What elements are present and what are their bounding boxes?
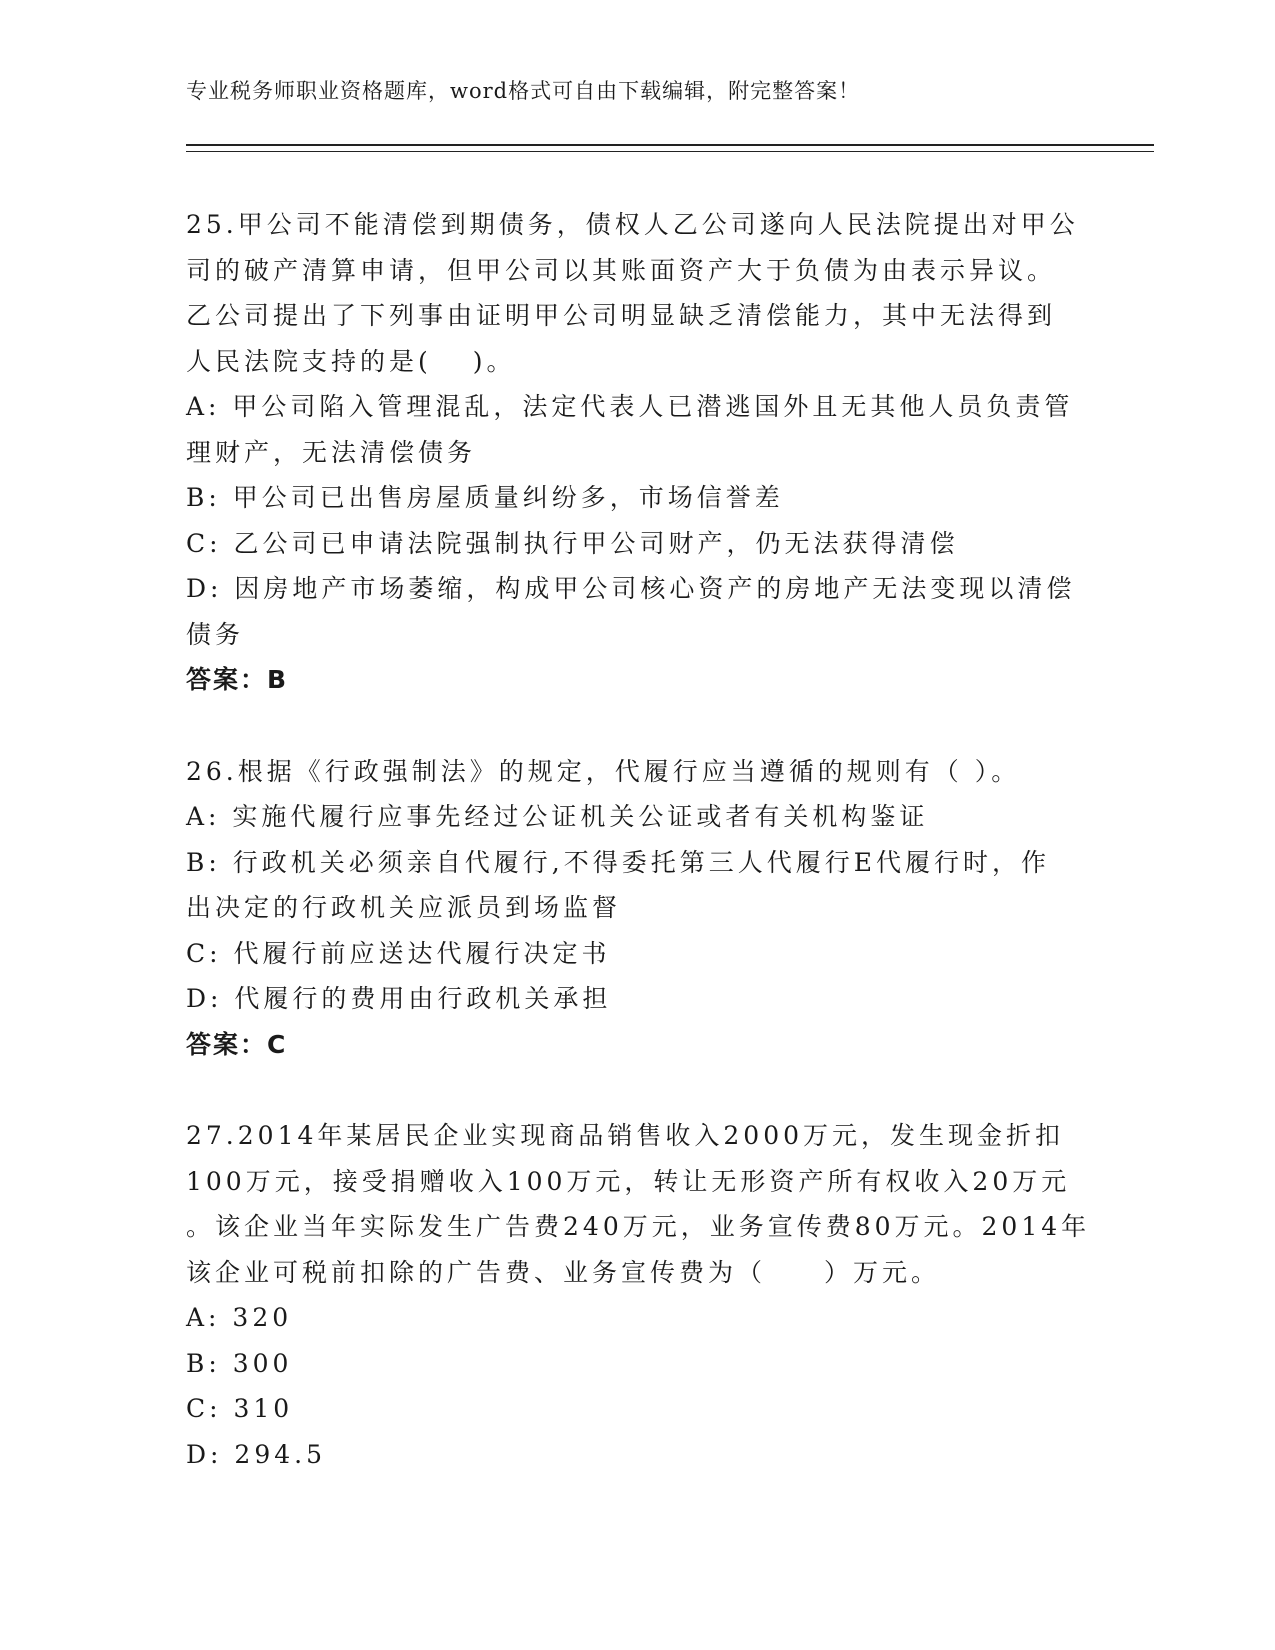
question-stem-line: 27.2014年某居民企业实现商品销售收入2000万元，发生现金折扣 bbox=[186, 1121, 1065, 1150]
option-line: C: 乙公司已申请法院强制执行甲公司财产，仍无法获得清偿 bbox=[186, 528, 959, 558]
option-line: B: 行政机关必须亲自代履行,不得委托第三人代履行E代履行时，作 bbox=[186, 847, 1050, 877]
question-stem-line: 乙公司提出了下列事由证明甲公司明显缺乏清偿能力，其中无法得到 bbox=[186, 301, 1057, 330]
question-list bbox=[186, 202, 1091, 1523]
header-rule-thick bbox=[186, 144, 1154, 146]
option-line: A: 甲公司陷入管理混乱，法定代表人已潜逃国外且无其他人员负责管 bbox=[186, 392, 1074, 421]
question-stem-line: 。该企业当年实际发生广告费240万元，业务宣传费80万元。2014年 bbox=[186, 1212, 1091, 1241]
option-line: C: 代履行前应送达代履行决定书 bbox=[186, 938, 611, 968]
option-line: 理财产，无法清偿债务 bbox=[186, 437, 477, 467]
option-line: 出决定的行政机关应派员到场监督 bbox=[186, 893, 622, 922]
option-line: D: 294.5 bbox=[186, 1439, 326, 1469]
answer-label: 答案：C bbox=[186, 1029, 288, 1059]
question-2 bbox=[186, 749, 1086, 1068]
answer-label: 答案：B bbox=[186, 665, 289, 694]
question-stem-line: 26.根据《行政强制法》的规定，代履行应当遵循的规则有（ ）。 bbox=[186, 756, 1021, 786]
option-line: A: 320 bbox=[186, 1303, 293, 1332]
question-stem-line: 司的破产清算申请，但甲公司以其账面资产大于负债为由表示异议。 bbox=[186, 255, 1057, 285]
question-1 bbox=[186, 202, 1086, 703]
option-line: D: 代履行的费用由行政机关承担 bbox=[186, 984, 612, 1013]
question-stem-line: 100万元，接受捐赠收入100万元，转让无形资产所有权收入20万元 bbox=[186, 1166, 1071, 1196]
question-stem-line: 人民法院支持的是( )。 bbox=[186, 346, 516, 376]
question-3 bbox=[186, 1113, 1091, 1477]
option-line: 债务 bbox=[186, 619, 245, 649]
option-line: A: 实施代履行应事先经过公证机关公证或者有关机构鉴证 bbox=[186, 802, 929, 831]
header-rule-thin bbox=[186, 151, 1154, 152]
option-line: B: 甲公司已出售房屋质量纠纷多，市场信誉差 bbox=[186, 483, 784, 512]
option-line: C: 310 bbox=[186, 1394, 294, 1423]
page-header: 专业税务师职业资格题库，word格式可自由下载编辑，附完整答案！ bbox=[186, 79, 861, 103]
option-line: B: 300 bbox=[186, 1348, 293, 1378]
option-line: D: 因房地产市场萎缩，构成甲公司核心资产的房地产无法变现以清偿 bbox=[186, 574, 1076, 603]
question-stem-line: 25.甲公司不能清偿到期债务，债权人乙公司遂向人民法院提出对甲公 bbox=[186, 210, 1079, 239]
question-stem-line: 该企业可税前扣除的广告费、业务宣传费为（ ）万元。 bbox=[186, 1257, 941, 1287]
